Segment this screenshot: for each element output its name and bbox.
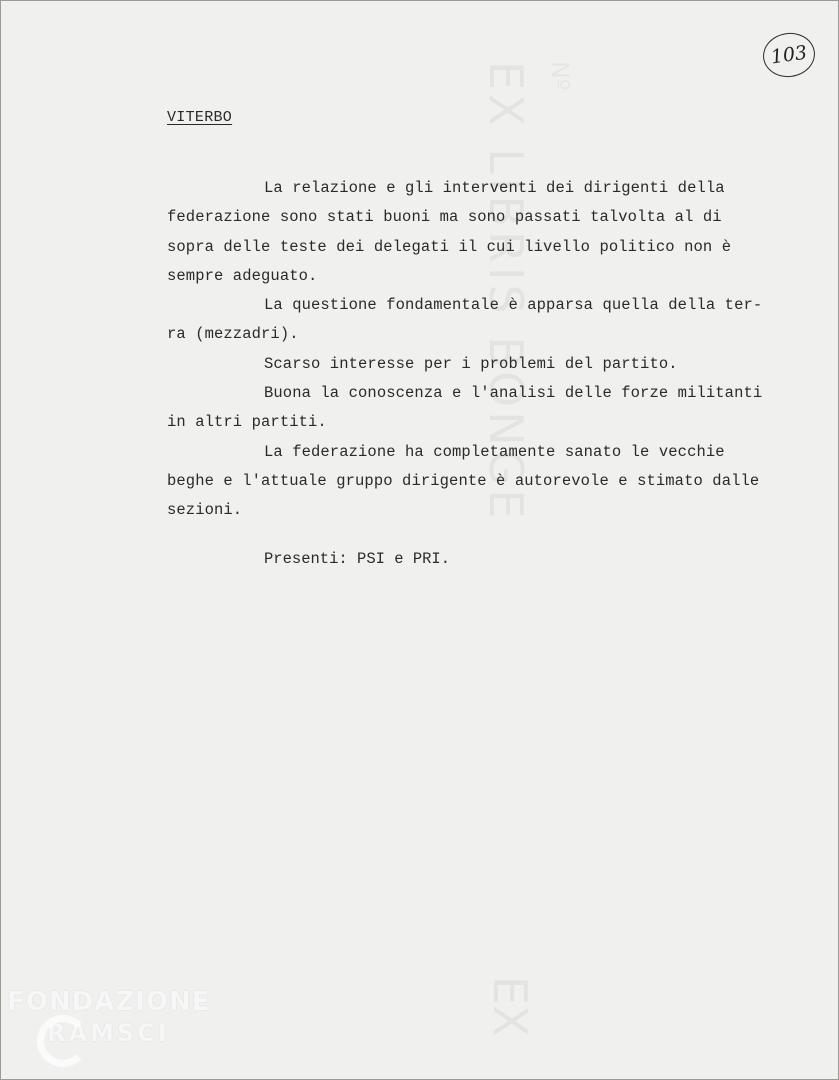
watermark-stamp-bottom: EX xyxy=(483,976,537,1037)
text-line: sezioni. xyxy=(167,501,243,520)
document-heading: VITERBO xyxy=(167,109,233,126)
page-number: 103 xyxy=(760,30,818,81)
text-line: in altri partiti. xyxy=(167,413,327,432)
logo-line-1: FONDAZIONE xyxy=(7,987,211,1017)
watermark-stamp-number xyxy=(546,61,574,90)
text-line: ra (mezzadri). xyxy=(167,325,299,344)
text-line: Buona la conoscenza e l'analisi delle forze militanti xyxy=(264,384,763,403)
text-line: sopra delle teste dei delegati il cui livello politico non è xyxy=(167,237,732,256)
logo-line-2: RAMSCI xyxy=(47,1019,170,1047)
text-line: La relazione e gli interventi dei dirigenti della xyxy=(264,179,725,197)
logo-g-mark xyxy=(37,1015,89,1067)
text-line: Scarso interesse per i problemi del partito. xyxy=(264,354,678,373)
text-line: La federazione ha completamente sanato le vecchie xyxy=(264,442,725,461)
fondazione-gramsci-logo xyxy=(7,989,210,1045)
text-line: federazione sono stati buoni ma sono passati talvolta al di xyxy=(167,208,722,227)
closing-line: Presenti: PSI e PRI. xyxy=(264,550,451,568)
text-line: beghe e l'attuale gruppo dirigente è autorevole e stimato dalle xyxy=(167,471,760,490)
document-body xyxy=(167,174,797,526)
text-line: sempre adeguato. xyxy=(167,266,318,285)
text-line: La questione fondamentale è apparsa quella della ter- xyxy=(264,296,763,315)
watermark-stamp: EX LIBRIS BONGE xyxy=(479,61,533,523)
